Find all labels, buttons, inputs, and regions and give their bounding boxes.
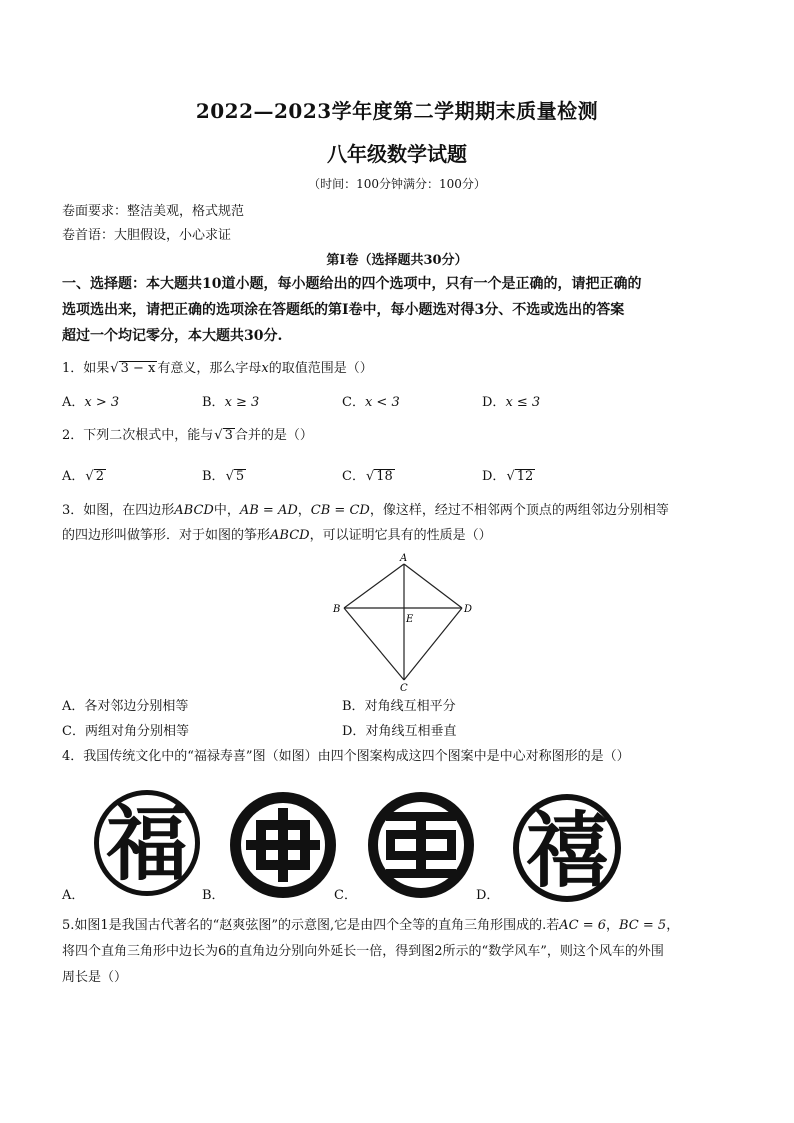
option-label: B． <box>202 469 225 484</box>
q4-option-b[interactable]: B． <box>202 888 225 903</box>
shou-seal-icon <box>366 790 476 900</box>
option-text: 两组对角分别相等 <box>84 724 189 739</box>
question-2 <box>62 424 313 443</box>
sqrt-sign: √ <box>365 469 375 484</box>
option-expr: x > 3 <box>84 395 120 410</box>
q1-option-a[interactable] <box>62 391 119 410</box>
q5-text: ， <box>666 918 680 933</box>
q1-var: x <box>261 361 269 376</box>
option-label: D． <box>342 724 366 739</box>
q3-option-c[interactable] <box>62 720 189 739</box>
q2-option-a[interactable] <box>62 465 106 484</box>
option-expr: x < 3 <box>364 395 400 410</box>
requirement-line-2: 卷首语：大胆假设，小心求证 <box>62 228 232 243</box>
option-radicand: 18 <box>376 469 393 484</box>
section-instruction-1: 一、选择题：本大题共10道小题，每小题给出的四个选项中，只有一个是正确的，请把正确的 <box>62 276 642 292</box>
q2-pre: 2．下列二次根式中，能与 <box>62 428 214 443</box>
xi-glyph: 禧 <box>525 803 609 899</box>
question-1 <box>62 357 373 376</box>
exam-subtitle: 八年级数学试题 <box>327 142 467 166</box>
fu-seal-icon <box>92 788 202 898</box>
sqrt-sign: √ <box>506 469 515 484</box>
sqrt-sign: √ <box>85 469 94 484</box>
q1-option-b[interactable] <box>202 391 259 410</box>
option-label: A． <box>62 469 85 484</box>
q3-text: ， <box>297 503 311 518</box>
xi-seal-icon <box>512 793 622 903</box>
section-title: 第Ⅰ卷（选择题共30分） <box>326 253 468 268</box>
option-radicand: 12 <box>516 469 534 484</box>
section-instruction-2: 选项选出来，请把正确的选项涂在答题纸的第Ⅰ卷中，每小题选对得3分、不选或选出的答案 <box>62 302 625 318</box>
q1-radicand: 3 − x <box>120 361 156 376</box>
option-expr: x ≥ 3 <box>224 395 260 410</box>
q1-mid: 有意义，那么字母 <box>157 361 262 376</box>
option-label: C． <box>342 395 365 410</box>
lu-seal-icon <box>228 790 338 900</box>
sqrt-sign: √ <box>214 428 223 443</box>
q3-math: ABCD <box>174 503 214 518</box>
q2-option-b[interactable] <box>202 465 246 484</box>
question-5-line-1 <box>62 914 679 933</box>
vertex-label-d: D <box>464 604 473 615</box>
option-label: C． <box>62 724 85 739</box>
q1-option-c[interactable] <box>342 391 400 410</box>
sqrt-sign: √ <box>225 469 234 484</box>
question-5-line-3: 周长是（） <box>62 970 128 985</box>
q3-option-d[interactable] <box>342 720 456 739</box>
option-radicand: 2 <box>95 469 104 484</box>
option-text: 对角线互相垂直 <box>365 724 457 739</box>
q3-text: 的四边形叫做筝形．对于如图的筝形 <box>62 528 271 543</box>
q2-option-c[interactable] <box>342 465 395 484</box>
q3-text: 3．如图，在四边形 <box>62 503 175 518</box>
q3-option-b[interactable] <box>342 695 456 714</box>
q1-option-d[interactable] <box>482 391 540 410</box>
exam-title: 2022—2023学年度第二学期期末质量检测 <box>195 99 599 123</box>
q3-math: AB = AD <box>239 503 298 518</box>
q5-text: 5.如图1是我国古代著名的“赵爽弦图”的示意图,它是由四个全等的直角三角形围成的.若 <box>62 918 560 933</box>
q4-option-d[interactable]: D． <box>476 888 500 903</box>
q2-radicand: 3 <box>224 428 233 443</box>
q4-option-c[interactable]: C． <box>334 888 357 903</box>
question-5-line-2: 将四个直角三角形中边长为6的直角边分别向外延长一倍，得到图2所示的“数学风车”，则这个风车的外围 <box>62 944 664 959</box>
vertex-label-a: A <box>400 553 408 564</box>
q2-option-d[interactable] <box>482 465 535 484</box>
time-info: （时间：100分钟满分：100分） <box>308 177 486 191</box>
kite-edge-ab <box>344 564 404 608</box>
q3-text: ，像这样，经过不相邻两个顶点的两组邻边分别相等 <box>369 503 669 518</box>
kite-edge-ad <box>404 564 462 608</box>
requirement-line-1: 卷面要求：整洁美观，格式规范 <box>62 204 245 219</box>
q3-math: ABCD <box>270 528 310 543</box>
option-label: C． <box>342 469 365 484</box>
q5-math: AC = 6 <box>559 918 606 933</box>
option-label: D． <box>482 395 506 410</box>
q3-text: ，可以证明它具有的性质是（） <box>309 528 492 543</box>
fu-glyph: 福 <box>105 796 189 892</box>
q3-option-a[interactable] <box>62 695 188 714</box>
q5-math: BC = 5 <box>619 918 667 933</box>
question-3-line-1 <box>62 499 669 518</box>
option-label: B． <box>342 699 365 714</box>
option-radicand: 5 <box>235 469 245 484</box>
vertex-label-e: E <box>406 614 414 625</box>
q3-text: 中， <box>213 503 240 518</box>
option-label: B． <box>202 395 225 410</box>
vertex-label-b: B <box>333 604 341 615</box>
q4-option-a[interactable]: A． <box>62 888 85 903</box>
option-text: 各对邻边分别相等 <box>84 699 189 714</box>
question-3-line-2 <box>62 524 492 543</box>
kite-edge-bc <box>344 608 404 680</box>
q2-post: 合并的是（） <box>234 428 313 443</box>
q3-math: CB = CD <box>310 503 370 518</box>
kite-figure <box>330 552 473 694</box>
option-label: A． <box>62 699 85 714</box>
option-label: D． <box>482 469 506 484</box>
q5-text: ， <box>606 918 620 933</box>
vertex-label-c: C <box>400 683 408 694</box>
section-instruction-3: 超过一个均记零分，本大题共30分. <box>62 328 283 344</box>
q1-post: 的取值范围是（） <box>268 361 373 376</box>
option-expr: x ≤ 3 <box>505 395 541 410</box>
q1-pre: 1．如果 <box>62 361 110 376</box>
option-label: A． <box>62 395 85 410</box>
option-text: 对角线互相平分 <box>364 699 456 714</box>
question-4: 4．我国传统文化中的“福禄寿喜”图（如图）由四个图案构成这四个图案中是中心对称图形的是（） <box>62 749 630 764</box>
sqrt-sign: √ <box>110 361 119 376</box>
